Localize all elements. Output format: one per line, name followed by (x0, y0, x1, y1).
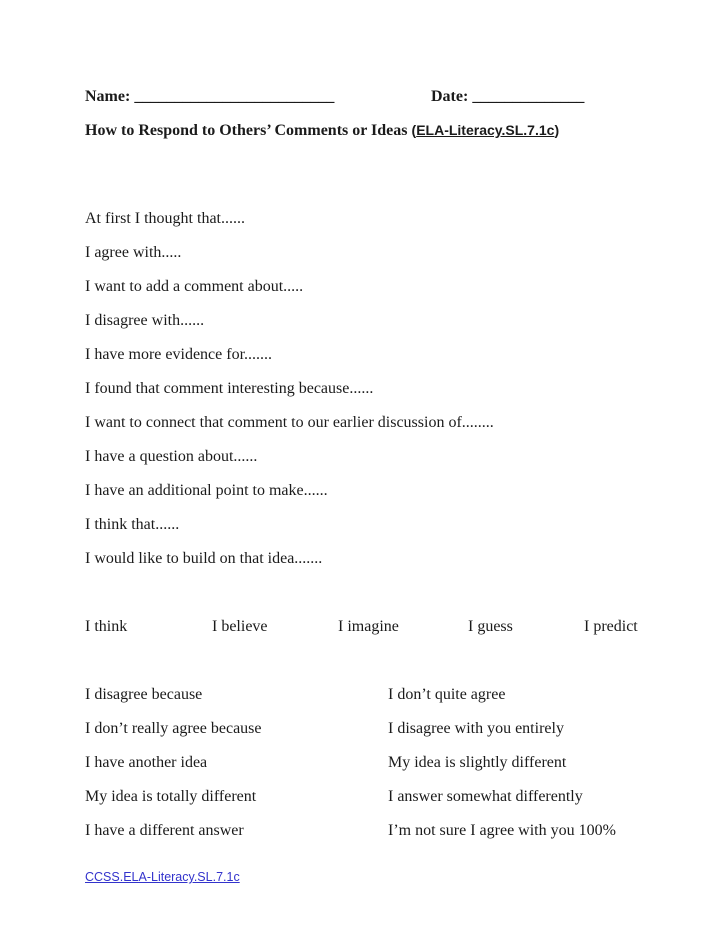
phrase-right: I answer somewhat differently (388, 788, 583, 805)
sentence-starter: I have a question about...... (85, 448, 258, 465)
ccss-standard-link[interactable]: CCSS.ELA-Literacy.SL.7.1c (85, 870, 240, 884)
date-blank-line: ______________ (472, 88, 585, 105)
name-field (85, 88, 334, 106)
sentence-starter: I would like to build on that idea....... (85, 550, 323, 567)
phrase-left: I have a different answer (85, 822, 244, 839)
date-label: Date: (431, 88, 469, 105)
opinion-verb: I guess (468, 618, 513, 635)
opinion-verbs-row (0, 610, 728, 644)
opinion-verb: I imagine (338, 618, 399, 635)
phrase-right: I disagree with you entirely (388, 720, 564, 737)
sentence-starter: I agree with..... (85, 244, 182, 261)
phrase-right: My idea is slightly different (388, 754, 567, 771)
sentence-starter: I have an additional point to make...... (85, 482, 328, 499)
title-text: How to Respond to Others’ Comments or Ideas (85, 122, 412, 139)
title-paren-close: ) (554, 122, 560, 138)
sentence-starter: I want to connect that comment to our earlier discussion of........ (85, 414, 494, 431)
sentence-starter: I have more evidence for....... (85, 346, 273, 363)
phrase-right: I don’t quite agree (388, 686, 506, 703)
sentence-starter: I found that comment interesting because...... (85, 380, 374, 397)
opinion-verb: I predict (584, 618, 638, 635)
phrase-right: I’m not sure I agree with you 100% (388, 822, 616, 839)
sentence-starter: At first I thought that...... (85, 210, 245, 227)
name-blank-line: _________________________ (134, 88, 335, 105)
sentence-starters-list (85, 202, 494, 576)
name-label: Name: (85, 88, 131, 105)
opinion-verb: I think (85, 618, 128, 635)
phrase-left: I disagree because (85, 686, 203, 703)
title-paren-open: ( (411, 122, 417, 138)
name-date-row (0, 88, 728, 110)
date-field (431, 88, 584, 106)
standard-link[interactable]: ELA-Literacy.SL.7.1c (416, 122, 555, 138)
sentence-starter: I disagree with...... (85, 312, 205, 329)
phrase-left: My idea is totally different (85, 788, 257, 805)
phrase-left: I have another idea (85, 754, 208, 771)
opinion-verb: I believe (212, 618, 268, 635)
sentence-starter: I want to add a comment about..... (85, 278, 304, 295)
worksheet-title (85, 122, 559, 140)
sentence-starter: I think that...... (85, 516, 180, 533)
phrase-left: I don’t really agree because (85, 720, 262, 737)
footer (85, 868, 240, 886)
